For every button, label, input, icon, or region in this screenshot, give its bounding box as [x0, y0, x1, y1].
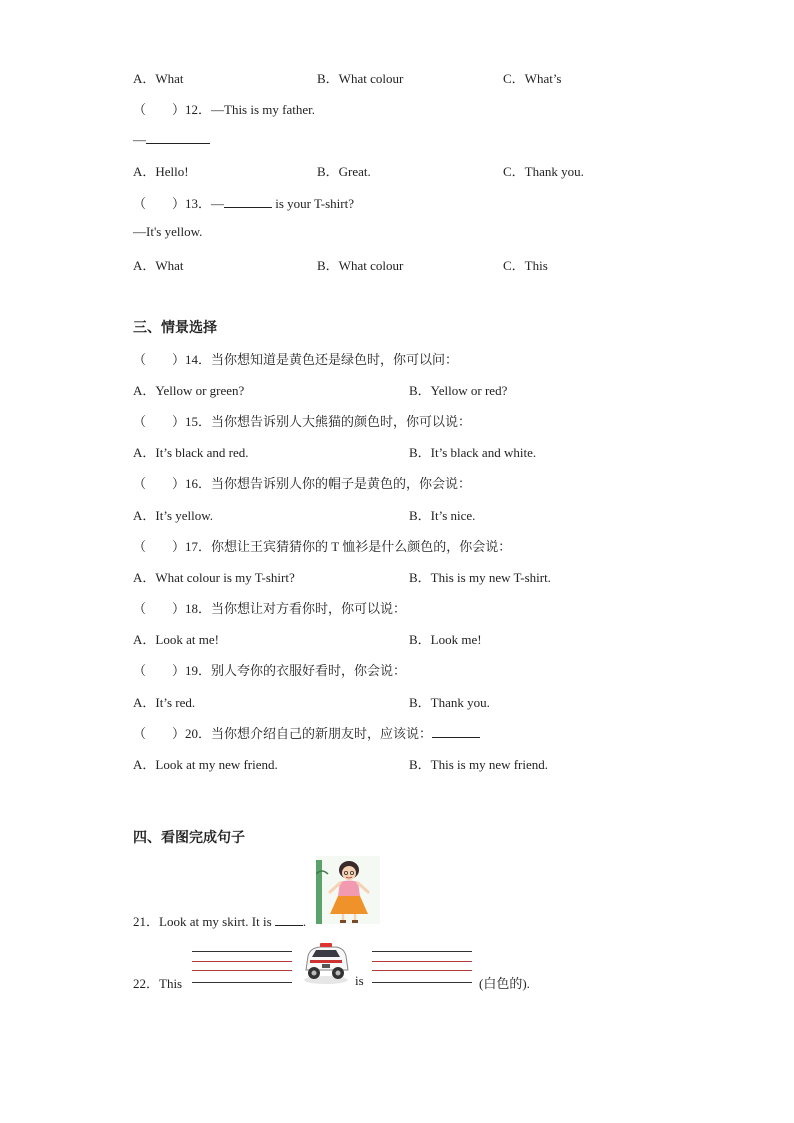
q12-reply-dash: — [133, 132, 146, 147]
q22-end: (白色的). [479, 976, 530, 991]
q16-stem: （ ）16．当你想告诉别人你的帽子是黄色的，你会说： [133, 476, 472, 491]
q13-stem-post: is your T-shirt? [272, 196, 354, 211]
q17-stem: （ ）17．你想让王宾猜猜你的 T 恤衫是什么颜色的，你会说： [133, 539, 512, 554]
q20-option-b: B．This is my new friend. [409, 757, 549, 772]
girl-in-skirt-image [316, 856, 380, 924]
q13-option-b: B．What colour [317, 258, 404, 273]
q22-is: is [355, 973, 364, 988]
q20-answer-blank[interactable] [432, 725, 480, 738]
q21-answer-blank[interactable] [275, 913, 303, 926]
q22-writing-line-1[interactable] [192, 951, 292, 952]
q20-stem-text: （ ）20．当你想介绍自己的新朋友时，应该说： [133, 726, 433, 741]
q18-option-a: A．Look at me! [133, 632, 219, 647]
q16-option-b: B．It’s nice. [409, 508, 476, 523]
q22-writing-line-8[interactable] [372, 982, 472, 983]
section3-title: 三、情景选择 [133, 320, 217, 336]
q11-option-c: C．What’s [503, 71, 562, 86]
q12-option-a: A．Hello! [133, 164, 189, 179]
q13-option-c: C．This [503, 258, 548, 273]
q13-stem [133, 193, 354, 212]
q14-option-a: A．Yellow or green? [133, 383, 245, 398]
q22-writing-line-6 [372, 961, 472, 962]
q13-stem-pre: （ ）13．— [133, 196, 225, 211]
q22-writing-line-3 [192, 970, 292, 971]
q19-stem: （ ）19．别人夸你的衣服好看时，你会说： [133, 663, 407, 678]
q12-stem: （ ）12．—This is my father. [133, 102, 315, 117]
q21-line [133, 911, 306, 930]
section4-title: 四、看图完成句子 [133, 830, 245, 846]
q15-option-b: B．It’s black and white. [409, 445, 537, 460]
q15-option-a: A．It’s black and red. [133, 445, 249, 460]
q18-stem: （ ）18．当你想让对方看你时，你可以说： [133, 601, 407, 616]
q22-writing-line-5[interactable] [372, 951, 472, 952]
q21-text: 21．Look at my skirt. It is [133, 914, 275, 929]
q19-option-a: A．It’s red. [133, 695, 196, 710]
q12-option-c: C．Thank you. [503, 164, 584, 179]
q14-stem: （ ）14．当你想知道是黄色还是绿色时，你可以问： [133, 352, 459, 367]
q11-option-a: A．What [133, 71, 184, 86]
q12-reply [133, 131, 210, 148]
q11-option-b: B．What colour [317, 71, 404, 86]
q16-option-a: A．It’s yellow. [133, 508, 214, 523]
q20-option-a: A．Look at my new friend. [133, 757, 278, 772]
q22-writing-line-4[interactable] [192, 982, 292, 983]
q13-answer-blank[interactable] [224, 195, 272, 208]
q13-option-a: A．What [133, 258, 184, 273]
q22-writing-line-2 [192, 961, 292, 962]
q17-option-a: A．What colour is my T-shirt? [133, 570, 295, 585]
q18-option-b: B．Look me! [409, 632, 482, 647]
q14-option-b: B．Yellow or red? [409, 383, 508, 398]
q17-option-b: B．This is my new T-shirt. [409, 570, 551, 585]
q22-writing-line-7 [372, 970, 472, 971]
q22-start: 22．This [133, 976, 183, 991]
q15-stem: （ ）15．当你想告诉别人大熊猫的颜色时，你可以说： [133, 414, 472, 429]
q20-stem [133, 723, 480, 742]
q12-answer-blank[interactable] [146, 131, 210, 144]
toy-car-image [300, 940, 352, 986]
q21-period: . [302, 914, 307, 929]
q12-option-b: B．Great. [317, 164, 371, 179]
q13-reply: —It's yellow. [133, 224, 203, 239]
q19-option-b: B．Thank you. [409, 695, 490, 710]
